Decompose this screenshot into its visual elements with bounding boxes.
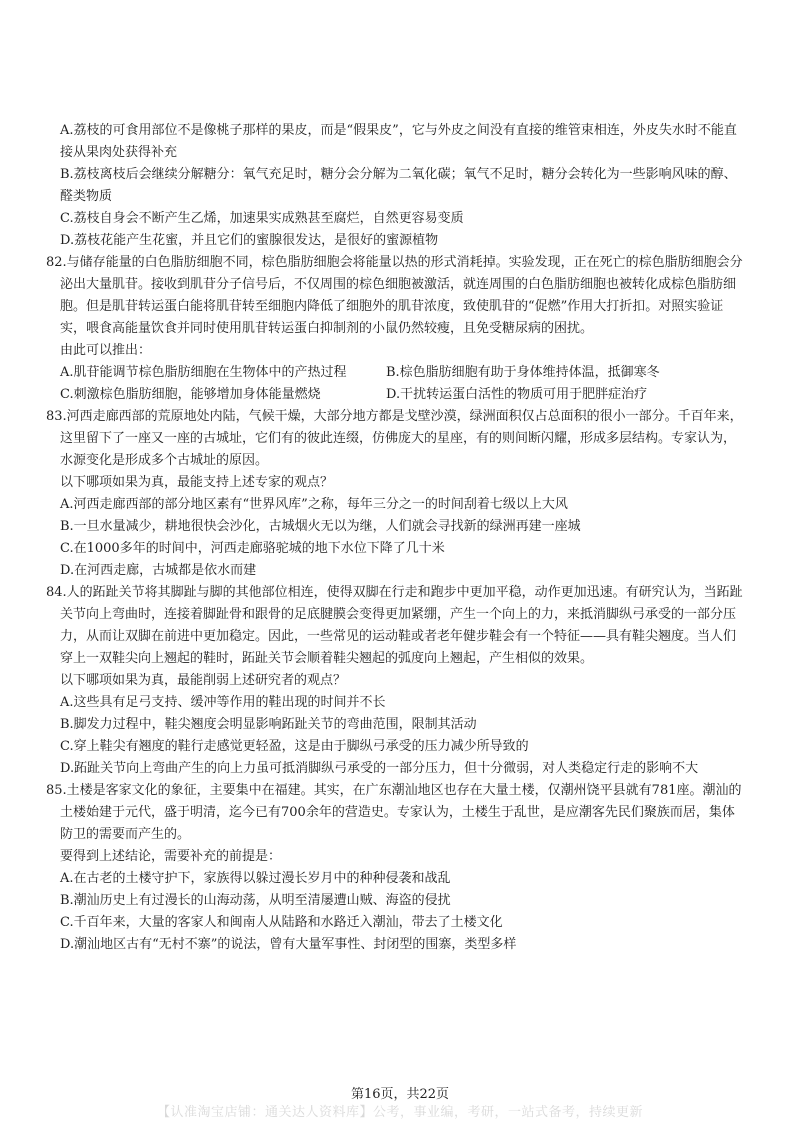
- q81-option-c: C.荔枝自身会不断产生乙烯，加速果实成熟甚至腐烂，自然更容易变质: [60, 211, 464, 226]
- q82-stem: 82.与储存能量的白色脂肪细胞不同，棕色脂肪细胞会将能量以热的形式消耗掉。实验发现，正在死亡的棕色脂肪细胞会分泌出大量肌苷。接收到肌苷分子信号后，不仅周围的棕色细胞被激活，就连周围的白色脂肪细胞也被转化成棕色脂肪细胞。但是肌苷转运蛋白能将肌苷转至细胞内降低了细胞外的肌苷浓度，致使肌苷的“促燃”作用大打折扣。对照实验证实，喂食高能量饮食并同时使用肌苷转运蛋白抑制剂的小鼠仍然较瘦，且免受糖尿病的困扰。: [46, 255, 743, 336]
- q82-option-c: C.刺激棕色脂肪细胞，能够增加身体能量燃烧: [60, 387, 321, 402]
- q81-options: [46, 120, 746, 252]
- q82-option-b: B.棕色脂肪细胞有助于身体维持体温，抵御寒冬: [386, 365, 660, 380]
- q83-option-d: D.在河西走廊，古城都是依水而建: [60, 563, 257, 578]
- q82-prompt: 由此可以推出：: [60, 343, 152, 358]
- q84-prompt: 以下哪项如果为真，最能削弱上述研究者的观点？: [60, 673, 347, 688]
- q82-option-a: A.肌苷能调节棕色脂肪细胞在生物体中的产热过程: [60, 365, 347, 380]
- q85-prompt: 要得到上述结论，需要补充的前提是：: [60, 849, 282, 864]
- q83-prompt: 以下哪项如果为真，最能支持上述专家的观点？: [60, 475, 334, 490]
- q83-option-b: B.一旦水量减少，耕地很快会沙化，古城烟火无以为继，人们就会寻找新的绿洲再建一座城: [60, 519, 581, 534]
- question-83: [46, 406, 746, 582]
- q81-option-b: B.荔枝离枝后会继续分解糖分：氧气充足时，糖分会分解为二氧化碳；氧气不足时，糖分会转化为一些影响风味的醇、醛类物质: [60, 167, 737, 204]
- question-content: [46, 120, 746, 956]
- q81-option-a: A.荔枝的可食用部位不是像桃子那样的果皮，而是“假果皮”，它与外皮之间没有直接的维管束相连，外皮失水时不能直接从果肉处获得补充: [60, 123, 737, 160]
- q83-stem: 83.河西走廊西部的荒原地处内陆，气候干燥，大部分地方都是戈壁沙漠，绿洲面积仅占总面积的很小一部分。千百年来，这里留下了一座又一座的古城址，它们有的彼此连缀，仿佛庞大的星座，有的则间断闪耀，形成多层结构。专家认为，水源变化是形成多个古城址的原因。: [46, 409, 743, 468]
- q85-option-a: A.在古老的土楼守护下，家族得以躲过漫长岁月中的种种侵袭和战乱: [60, 871, 451, 886]
- question-82: [46, 252, 746, 406]
- q85-option-b: B.潮汕历史上有过漫长的山海动荡，从明至清屡遭山贼、海盗的侵扰: [60, 893, 451, 908]
- q81-option-d: D.荔枝花能产生花蜜，并且它们的蜜腺很发达，是很好的蜜源植物: [60, 233, 439, 248]
- watermark-text: 【认准淘宝店铺：通关达人资料库】公考，事业编，考研，一站式备考，持续更新: [156, 1105, 643, 1120]
- q85-option-c: C.千百年来，大量的客家人和闽南人从陆路和水路迁入潮汕，带去了土楼文化: [60, 915, 503, 930]
- q84-option-b: B.脚发力过程中，鞋尖翘度会明显影响跖趾关节的弯曲范围，限制其活动: [60, 717, 477, 732]
- q84-option-c: C.穿上鞋尖有翘度的鞋行走感觉更轻盈，这是由于脚纵弓承受的压力减少所导致的: [60, 739, 529, 754]
- q85-option-d: D.潮汕地区古有“无村不寨”的说法，曾有大量军事性、封闭型的围寨，类型多样: [60, 937, 517, 952]
- q84-option-a: A.这些具有足弓支持、缓冲等作用的鞋出现的时间并不长: [60, 695, 386, 710]
- q84-option-d: D.跖趾关节向上弯曲产生的向上力虽可抵消脚纵弓承受的一部分压力，但十分微弱，对人类稳定行走的影响不大: [60, 761, 699, 776]
- q82-option-d: D.干扰转运蛋白活性的物质可用于肥胖症治疗: [386, 387, 648, 402]
- question-84: [46, 582, 746, 780]
- q84-stem: 84.人的跖趾关节将其脚趾与脚的其他部位相连，使得双脚在行走和跑步中更加平稳，动作更加迅速。有研究认为，当跖趾关节向上弯曲时，连接着脚趾骨和跟骨的足底腱膜会变得更加紧绷，产生一个向上的力，来抵消脚纵弓承受的一部分压力，从而让双脚在前进中更加稳定。因此，一些常见的运动鞋或者老年健步鞋会有一个特征——具有鞋尖翘度。当人们穿上一双鞋尖向上翘起的鞋时，跖趾关节会顺着鞋尖翘起的弧度向上翘起，产生相似的效果。: [46, 585, 743, 666]
- q83-option-a: A.河西走廊西部的部分地区素有“世界风库”之称，每年三分之一的时间刮着七级以上大风: [60, 497, 568, 512]
- question-85: [46, 780, 746, 956]
- page-number: 第16页，共22页: [350, 1087, 450, 1102]
- q85-stem: 85.土楼是客家文化的象征，主要集中在福建。其实，在广东潮汕地区也存在大量土楼，仅潮州饶平县就有781座。潮汕的土楼始建于元代，盛于明清，迄今已有700余年的营造史。专家认为，土楼生于乱世，是应潮客先民们聚族而居，集体防卫的需要而产生的。: [46, 783, 742, 842]
- q83-option-c: C.在1000多年的时间中，河西走廊骆驼城的地下水位下降了几十米: [60, 541, 445, 556]
